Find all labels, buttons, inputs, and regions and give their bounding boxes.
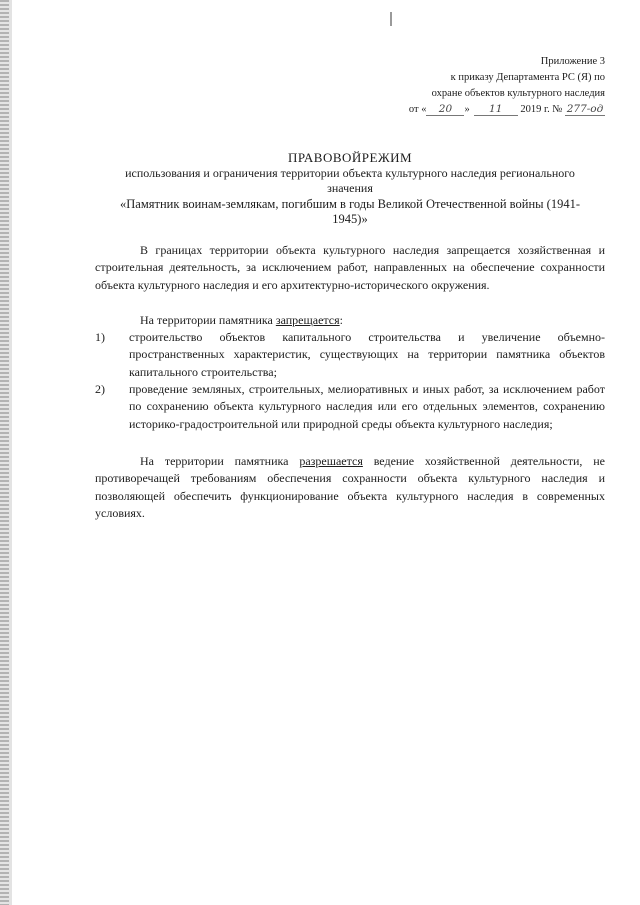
paragraph-prohibited-intro (95, 312, 605, 329)
handwritten-month: 11 (474, 103, 518, 116)
appendix-date-line (365, 102, 605, 118)
list-item (95, 381, 605, 433)
appendix-order-ref: к приказу Департамента РС (Я) по (450, 72, 605, 83)
list-item-text: строительство объектов капитального строительства и увеличение объемно-пространственных характеристик, существующих на территории памятника объектов капитального строительства; (129, 330, 605, 379)
document-page (95, 0, 605, 905)
date-prefix: от « (408, 104, 427, 115)
document-body (95, 242, 605, 522)
appendix-label: Приложение 3 (540, 56, 605, 67)
prohibited-colon: : (339, 312, 343, 327)
list-item-number: 1) (95, 330, 105, 345)
permitted-text: ведение хозяйственной деятельности, не противоречащей требованиям обеспечения сохранности объекта культурного наследия и позволяющей обеспечить функционирование объекта культурного наследия в современных условиях. (95, 453, 605, 520)
date-year: 2019 г. № (520, 104, 563, 115)
list-item-text: проведение земляных, строительных, мелиоративных и иных работ, за исключением работ по сохранению объекта культурного наследия или его отдельных элементов, сохранению историко-градостроительной или природной среды объекта культурного наследия; (129, 382, 605, 431)
paragraph-general: В границах территории объекта культурного наследия запрещается хозяйственная и строительная деятельность, за исключением работ, направленных на обеспечение сохранности объекта культурного наследия и его архитектурно-исторического окружения. (95, 243, 605, 292)
list-item (95, 329, 605, 381)
scan-binding-shadow (9, 0, 12, 905)
appendix-department: охране объектов культурного наследия (431, 88, 605, 99)
list-item-number: 2) (95, 382, 105, 397)
scan-binding-edge (0, 0, 9, 905)
permitted-prefix: На территории памятника (140, 453, 300, 468)
scan-mark (390, 12, 392, 26)
handwritten-order-number: 277-од (566, 103, 604, 115)
prohibited-prefix: На территории памятника (140, 312, 276, 327)
paragraph-permitted (95, 453, 605, 522)
object-name: «Памятник воинам-землякам, погибшим в годы Великой Отечественной войны (1941-1945)» (120, 196, 580, 226)
prohibited-word: запрещается (275, 312, 340, 327)
handwritten-day: 20 (426, 103, 464, 116)
document-subtitle: использования и ограничения территории объекта культурного наследия регионального значения (125, 165, 575, 195)
permitted-word: разрешается (299, 453, 363, 468)
title-block (95, 150, 605, 228)
document-heading: ПРАВОВОЙРЕЖИМ (287, 150, 413, 165)
date-mid: » (464, 104, 470, 115)
appendix-header (365, 54, 605, 118)
